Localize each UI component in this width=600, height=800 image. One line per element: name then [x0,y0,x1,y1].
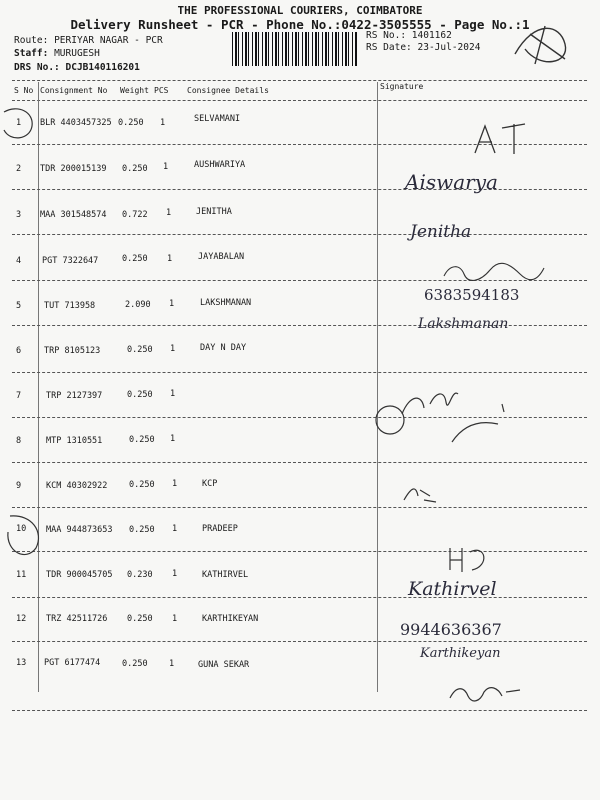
row-consignment: PGT 7322647 [42,256,99,266]
row-sno: 7 [16,391,22,401]
row-sno: 2 [16,164,22,174]
table-top-rule [12,80,587,81]
col-consignee: Consignee Details [187,86,269,95]
row-weight: 0.250 [122,164,148,174]
row-consignment: MAA 944873653 [46,525,113,535]
row-consignee: KARTHIKEYAN [202,614,259,624]
row-pcs: 1 [163,162,169,172]
runsheet-subtitle: Delivery Runsheet - PCR - Phone No.:0422-3505555 - Page No.:1 [70,17,530,32]
row-sno: 11 [16,570,27,580]
row-weight: 0.250 [127,345,153,355]
row-pcs: 1 [169,299,175,309]
row-consignee: DAY N DAY [200,343,247,353]
row-consignment: PGT 6177474 [44,658,101,668]
drs-line [14,62,140,73]
row-consignment: TDR 900045705 [46,570,113,580]
row-consignment: BLR 4403457325 [40,118,112,128]
row-consignee: LAKSHMANAN [200,298,252,308]
row-sno: 1 [16,118,22,128]
barcode [232,32,358,66]
row-pcs: 1 [172,569,178,579]
row-sno: 4 [16,256,22,266]
row-weight: 0.230 [127,570,153,580]
signature-text: Aiswarya [405,170,498,194]
row-sno: 13 [16,658,27,668]
route-line [14,35,163,46]
row-rule [12,507,587,508]
staff-value: MURUGESH [54,48,100,59]
signature-phone: 6383594183 [424,286,520,304]
row-pcs: 1 [160,118,166,128]
row-sno: 12 [16,614,27,624]
company-title: THE PROFESSIONAL COURIERS, COIMBATORE [177,4,423,17]
row-rule [12,710,587,711]
row-pcs: 1 [172,614,178,624]
row-consignment: TUT 713958 [44,301,96,311]
row-weight: 0.250 [127,390,153,400]
row-pcs: 1 [166,208,172,218]
row-pcs: 1 [170,434,176,444]
drs-label: DRS No.: [14,62,60,73]
rs-no-label: RS No.: [366,30,407,41]
row-sno: 5 [16,301,22,311]
rs-no-value: 1401162 [411,30,452,41]
row-consignment: TRP 2127397 [46,391,103,401]
rs-date-line [366,42,480,53]
signature-text: Jenitha [410,222,472,242]
row-sno: 8 [16,436,22,446]
row-consignee: KCP [202,479,218,489]
row-pcs: 1 [167,254,173,264]
col-pcs: PCS [154,86,169,95]
row-consignee: JAYABALAN [198,252,245,262]
row-consignee: SELVAMANI [194,114,241,124]
row-rule [12,462,587,463]
row-sno: 10 [16,524,27,534]
signature-mark [470,118,540,158]
route-value: PERIYAR NAGAR - PCR [54,35,163,46]
row-rule [12,189,587,190]
row-rule [12,641,587,642]
signature-mark [400,482,440,506]
row-consignment: MTP 1310551 [46,436,103,446]
row-pcs: 1 [172,479,178,489]
rs-date-label: RS Date: [366,42,412,53]
row-consignee: JENITHA [196,207,232,217]
row-consignment: MAA 301548574 [40,210,107,220]
header-rule [12,100,587,101]
drs-value: DCJB140116201 [65,62,140,73]
row-consignment: TRP 8105123 [44,346,101,356]
route-label: Route: [14,35,49,46]
col-signature: Signature [380,82,424,91]
row-sno: 9 [16,481,22,491]
signature-mark [440,262,550,284]
row-weight: 0.250 [122,659,148,669]
signature-text: Lakshmanan [418,316,509,332]
col-weight: Weight [120,86,149,95]
rs-no-line [366,30,452,41]
row-pcs: 1 [169,659,175,669]
row-rule [12,597,587,598]
row-sno: 6 [16,346,22,356]
col-consignment: Consignment No [40,86,108,95]
row-consignment: KCM 40302922 [46,481,108,491]
row-weight: 0.250 [118,118,144,128]
stamp-scribble [505,14,585,74]
row-consignee: GUNA SEKAR [198,660,250,670]
signature-phone: 9944636367 [400,620,502,639]
row-weight: 0.250 [129,435,155,445]
row-consignee: PRADEEP [202,524,238,534]
row-weight: 0.250 [129,480,155,490]
rs-date-value: 23-Jul-2024 [417,42,481,53]
row-weight: 2.090 [125,300,151,310]
signature-text: Kathirvel [408,578,497,600]
circle-mark [0,104,40,144]
signature-text: Karthikeyan [420,646,501,661]
row-rule [12,551,587,552]
row-weight: 0.250 [127,614,153,624]
staff-line [14,48,100,59]
row-rule [12,234,587,235]
col-sno: S No [14,86,34,95]
row-rule [12,372,587,373]
signature-mark [372,384,522,454]
staff-label: Staff: [14,48,49,59]
row-consignee: AUSHWARIYA [194,160,246,170]
row-weight: 0.722 [122,210,148,220]
row-sno: 3 [16,210,22,220]
row-consignee: KATHIRVEL [202,570,249,580]
row-weight: 0.250 [129,525,155,535]
row-pcs: 1 [170,389,176,399]
row-pcs: 1 [172,524,178,534]
row-weight: 0.250 [122,254,148,264]
col-divider [38,82,39,692]
circle-mark [2,512,46,560]
row-consignment: TRZ 42511726 [46,614,108,624]
row-consignment: TDR 200015139 [40,164,107,174]
signature-mark [446,682,526,706]
row-pcs: 1 [170,344,176,354]
signature-mark [446,544,496,576]
